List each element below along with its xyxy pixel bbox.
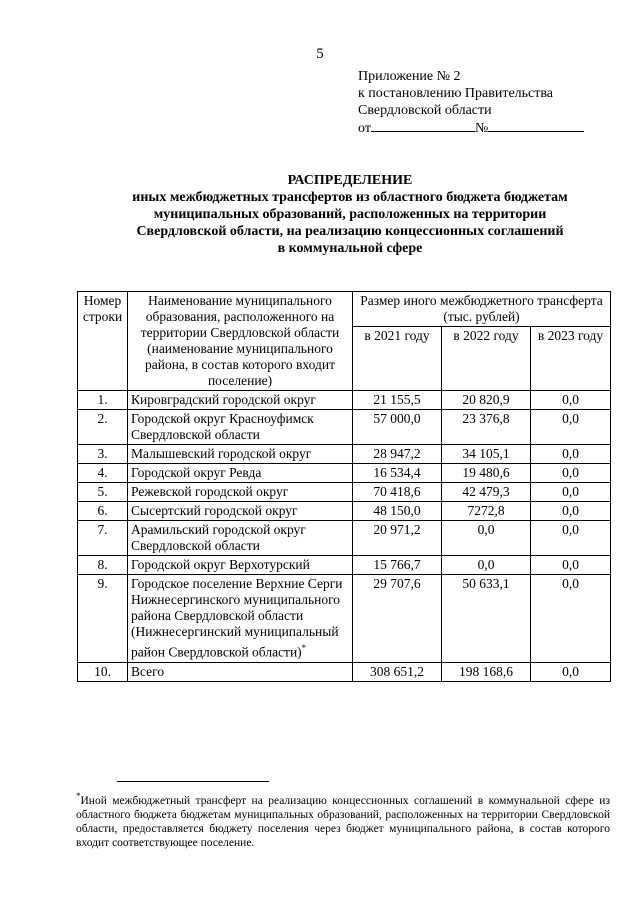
row-value-2021-text: 57 000,0 bbox=[373, 411, 421, 426]
footnote-separator bbox=[117, 781, 269, 782]
row-number-text: 10. bbox=[94, 663, 111, 679]
row-number bbox=[78, 445, 128, 464]
row-value-2023 bbox=[531, 391, 611, 410]
row-value-2021-text: 70 418,6 bbox=[373, 484, 421, 499]
row-name-text: Малышевский городской округ bbox=[131, 446, 312, 461]
row-value-2022-text: 198 168,6 bbox=[459, 663, 513, 679]
row-value-2021 bbox=[353, 445, 442, 464]
row-value-2023-text: 0,0 bbox=[562, 392, 579, 407]
table-row bbox=[78, 483, 611, 502]
row-name-text: Всего bbox=[131, 663, 165, 679]
row-number bbox=[78, 556, 128, 575]
row-name-text: Режевской городской округ bbox=[131, 484, 289, 499]
appendix-line-2: к постановлению Правительства bbox=[358, 86, 554, 101]
header-year-2023: в 2023 году bbox=[531, 327, 611, 391]
row-name bbox=[128, 502, 353, 521]
row-value-2022 bbox=[442, 483, 531, 502]
appendix-line-1: Приложение № 2 bbox=[358, 69, 461, 84]
table-row bbox=[78, 575, 611, 663]
row-value-2023 bbox=[531, 464, 611, 483]
row-number-text: 8. bbox=[97, 557, 108, 572]
row-number-text: 2. bbox=[97, 411, 108, 426]
row-name bbox=[128, 483, 353, 502]
row-value-2022 bbox=[442, 464, 531, 483]
header-year-2021: в 2021 году bbox=[353, 327, 442, 391]
page-number: 5 bbox=[316, 46, 324, 62]
row-value-2023-text: 0,0 bbox=[562, 503, 579, 518]
row-value-2021-text: 20 971,2 bbox=[373, 522, 421, 537]
table-row bbox=[78, 445, 611, 464]
row-value-2023 bbox=[531, 662, 611, 681]
header-year-2022: в 2022 году bbox=[442, 327, 531, 391]
row-value-2023-text: 0,0 bbox=[562, 411, 579, 426]
row-value-2021-text: 28 947,2 bbox=[373, 446, 421, 461]
row-name bbox=[128, 410, 353, 445]
row-value-2021-text: 16 534,4 bbox=[373, 465, 421, 480]
row-value-2023 bbox=[531, 445, 611, 464]
row-value-2021 bbox=[353, 556, 442, 575]
row-value-2022 bbox=[442, 556, 531, 575]
row-name bbox=[128, 391, 353, 410]
row-number bbox=[78, 410, 128, 445]
table-row bbox=[78, 502, 611, 521]
footnote-ref-mark: * bbox=[301, 643, 307, 653]
row-number bbox=[78, 391, 128, 410]
row-value-2022-text: 50 633,1 bbox=[462, 576, 510, 591]
row-value-2021 bbox=[353, 662, 442, 681]
row-value-2022-text: 20 820,9 bbox=[462, 392, 510, 407]
row-value-2023-text: 0,0 bbox=[562, 446, 579, 461]
row-value-2021 bbox=[353, 410, 442, 445]
row-value-2022-text: 19 480,6 bbox=[462, 465, 510, 480]
row-value-2021-text: 29 707,6 bbox=[373, 576, 421, 591]
row-name-text: Городской округ Красноуфимск Свердловской области bbox=[131, 411, 314, 442]
table-row bbox=[78, 464, 611, 483]
row-number bbox=[78, 575, 128, 663]
row-value-2023 bbox=[531, 502, 611, 521]
row-value-2022-text: 34 105,1 bbox=[462, 446, 510, 461]
row-name bbox=[128, 464, 353, 483]
row-value-2021-text: 21 155,5 bbox=[373, 392, 421, 407]
header-number: Номер строки bbox=[78, 292, 128, 391]
row-value-2022 bbox=[442, 521, 531, 556]
table-row bbox=[78, 556, 611, 575]
row-value-2023-text: 0,0 bbox=[562, 557, 579, 572]
row-number bbox=[78, 502, 128, 521]
row-number bbox=[78, 464, 128, 483]
row-value-2021 bbox=[353, 483, 442, 502]
row-number-text: 3. bbox=[97, 446, 108, 461]
table-row bbox=[78, 521, 611, 556]
row-value-2022 bbox=[442, 575, 531, 663]
row-value-2022-text: 42 479,3 bbox=[462, 484, 510, 499]
row-number-text: 1. bbox=[97, 392, 108, 407]
row-value-2022 bbox=[442, 410, 531, 445]
appendix-line-3: Свердловской области bbox=[358, 103, 492, 118]
row-value-2022 bbox=[442, 662, 531, 681]
row-number-text: 4. bbox=[97, 465, 108, 480]
row-value-2023 bbox=[531, 483, 611, 502]
date-blank bbox=[371, 119, 475, 132]
transfers-table bbox=[77, 291, 611, 682]
row-name-text: Сысертский городской округ bbox=[131, 503, 298, 518]
title-line-4: в коммунальной сфере bbox=[277, 241, 423, 256]
row-value-2023-text: 0,0 bbox=[562, 576, 579, 591]
row-value-2022-text: 0,0 bbox=[477, 557, 495, 572]
row-value-2023 bbox=[531, 556, 611, 575]
number-blank bbox=[488, 119, 584, 132]
row-name-text: Городское поселение Верхние Серги Нижнесергинского муниципального района Свердловской области (Нижнесергинский муниципальный район Свердловской области) bbox=[131, 576, 343, 660]
row-name bbox=[128, 445, 353, 464]
row-value-2022-text: 0,0 bbox=[477, 522, 495, 537]
row-name bbox=[128, 556, 353, 575]
row-value-2021 bbox=[353, 521, 442, 556]
footnote-text: Иной межбюджетный трансферт на реализацию концессионных соглашений в коммунальной сфере из областного бюджета бюджетам муниципальных образований, расположенных на территории Свердловской области, предоставляется бюджету поселения через бюджет муниципального района, в состав которого входит соответствующее поселение. bbox=[76, 794, 610, 849]
header-amount: Размер иного межбюджетного трансферта (тыс. рублей) bbox=[353, 292, 611, 327]
row-number-text: 6. bbox=[97, 503, 108, 518]
date-prefix: от bbox=[358, 121, 371, 136]
title-heading: РАСПРЕДЕЛЕНИЕ bbox=[287, 173, 413, 188]
row-value-2023-text: 0,0 bbox=[562, 484, 579, 499]
title-line-2: муниципальных образований, расположенных на территории bbox=[153, 207, 547, 222]
footnote-mark: * bbox=[76, 791, 81, 801]
table-row bbox=[78, 410, 611, 445]
row-name-text: Городской округ Ревда bbox=[131, 465, 262, 480]
row-value-2021-text: 48 150,0 bbox=[373, 503, 421, 518]
appendix-date-line bbox=[358, 119, 584, 137]
row-value-2021-text: 15 766,7 bbox=[373, 557, 421, 572]
row-name-text: Арамильский городской округ Свердловской области bbox=[131, 522, 306, 553]
header-name: Наименование муниципального образования, расположенного на территории Свердловской области (наименование муниципального района, в состав которого входит поселение) bbox=[128, 292, 353, 391]
row-name bbox=[128, 521, 353, 556]
row-number-text: 9. bbox=[97, 576, 108, 591]
row-value-2023 bbox=[531, 521, 611, 556]
row-number bbox=[78, 662, 128, 681]
row-value-2023-text: 0,0 bbox=[562, 663, 579, 679]
row-name bbox=[128, 575, 353, 663]
appendix-block bbox=[358, 68, 584, 137]
row-value-2022 bbox=[442, 502, 531, 521]
number-prefix: № bbox=[474, 121, 489, 136]
row-value-2022-text: 23 376,8 bbox=[462, 411, 510, 426]
footnote bbox=[76, 789, 610, 850]
row-value-2022 bbox=[442, 391, 531, 410]
row-number-text: 7. bbox=[97, 522, 108, 537]
row-value-2021-text: 308 651,2 bbox=[370, 663, 424, 679]
row-value-2023-text: 0,0 bbox=[562, 465, 579, 480]
row-name-text: Городской округ Верхотурский bbox=[131, 557, 310, 572]
table-row bbox=[78, 391, 611, 410]
row-value-2022 bbox=[442, 445, 531, 464]
row-name-text: Кировградский городской округ bbox=[131, 392, 316, 407]
row-number bbox=[78, 483, 128, 502]
title-line-3: Свердловской области, на реализацию концессионных соглашений bbox=[136, 224, 564, 239]
row-value-2023 bbox=[531, 410, 611, 445]
row-value-2021 bbox=[353, 575, 442, 663]
document-title bbox=[70, 172, 630, 257]
row-value-2023-text: 0,0 bbox=[562, 522, 579, 537]
row-value-2021 bbox=[353, 502, 442, 521]
row-value-2022-text: 7272,8 bbox=[467, 503, 505, 518]
row-number-text: 5. bbox=[97, 484, 108, 499]
row-value-2023 bbox=[531, 575, 611, 663]
row-value-2021 bbox=[353, 391, 442, 410]
table-row bbox=[78, 662, 611, 681]
row-number bbox=[78, 521, 128, 556]
row-name bbox=[128, 662, 353, 681]
table-header-row bbox=[78, 292, 611, 327]
row-value-2021 bbox=[353, 464, 442, 483]
title-line-1: иных межбюджетных трансфертов из областного бюджета бюджетам bbox=[132, 190, 568, 205]
